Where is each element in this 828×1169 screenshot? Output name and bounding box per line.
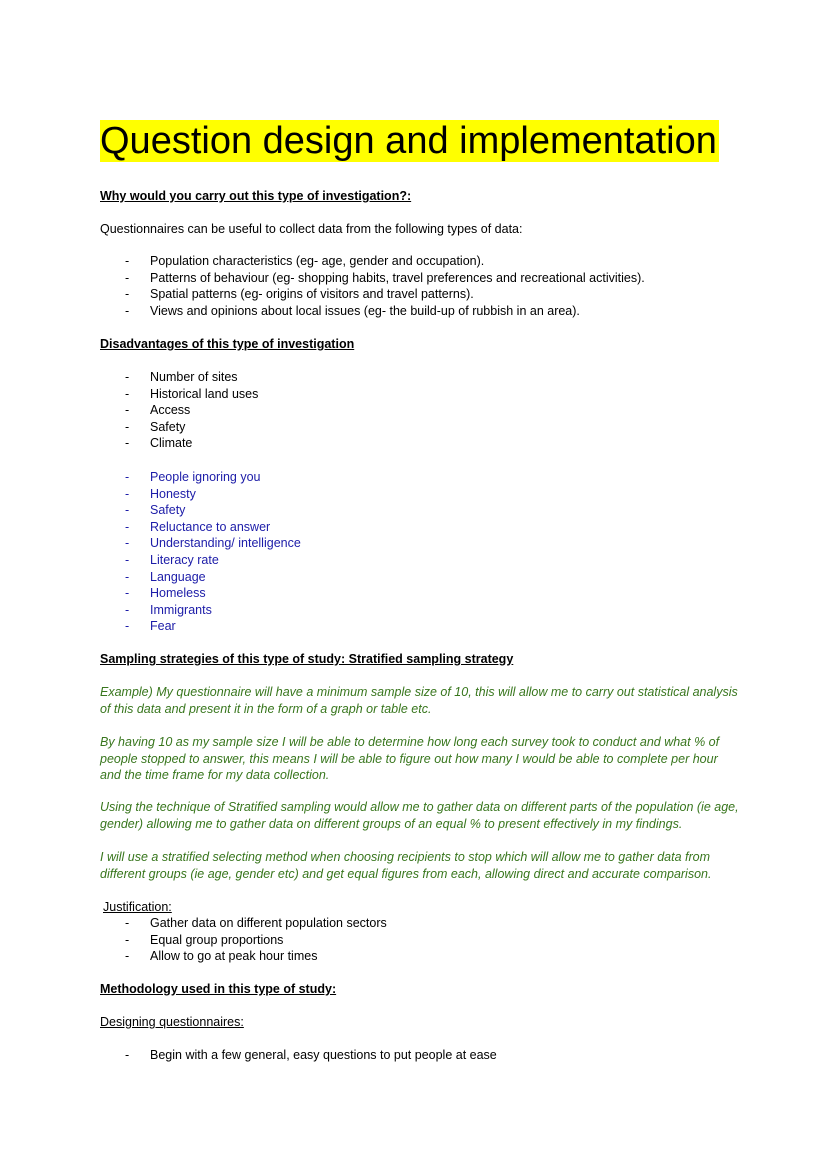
dash-bullet: -: [125, 519, 130, 534]
dash-bullet: -: [125, 287, 130, 302]
list-item: - Homeless: [125, 586, 206, 601]
sampling-paragraph: I will use a stratified selecting method when choosing recipients to stop which will allow me to gather data from different groups (ie age, gender etc) and get equal figures from each, allowing direct and accurate comparison.: [100, 850, 712, 881]
dash-bullet: -: [125, 386, 130, 401]
list-item: - Patterns of behaviour (eg- shopping habits, travel preferences and recreational activities).: [125, 270, 645, 285]
why-list: [100, 253, 645, 319]
dash-bullet: -: [125, 536, 130, 551]
list-item: - Historical land uses: [125, 386, 259, 401]
page-title: [100, 118, 719, 164]
why-intro: Questionnaires can be useful to collect data from the following types of data:: [100, 222, 523, 236]
dash-bullet: -: [125, 602, 130, 617]
list-item: - Gather data on different population sectors: [125, 916, 387, 930]
justification-list: [100, 915, 387, 965]
dash-bullet: -: [125, 419, 130, 434]
list-item: - Fear: [125, 619, 176, 634]
list-item: - Begin with a few general, easy questions to put people at ease: [125, 1048, 497, 1062]
sampling-paragraph: Using the technique of Stratified sampling would allow me to gather data on different parts of the population (ie age, gender) allowing me to gather data on different groups of an equal % to present effectively in my findings.: [100, 800, 739, 831]
list-item: - Honesty: [125, 486, 196, 501]
dash-bullet: -: [125, 436, 130, 451]
dash-bullet: -: [125, 403, 130, 418]
dash-bullet: -: [125, 569, 130, 584]
sampling-heading: Sampling strategies of this type of study: Stratified sampling strategy: [100, 652, 514, 666]
list-item: - Allow to go at peak hour times: [125, 949, 318, 964]
methodology-heading: Methodology used in this type of study:: [100, 982, 337, 996]
dash-bullet: -: [125, 552, 130, 567]
title-highlight: Question design and implementation: [100, 120, 717, 162]
dash-bullet: -: [125, 916, 130, 930]
dash-bullet: -: [125, 370, 130, 384]
list-item: - Immigrants: [125, 602, 212, 617]
list-item: - Access: [125, 403, 191, 418]
dash-bullet: -: [125, 470, 130, 484]
dash-bullet: -: [125, 586, 130, 601]
sampling-paragraph: By having 10 as my sample size I will be able to determine how long each survey took to conduct and what % of people stopped to answer, this means I will be able to figure out how many I would be able to complete per hour and the time frame for my data collection.: [100, 735, 720, 782]
dash-bullet: -: [125, 503, 130, 518]
list-item: - Climate: [125, 436, 193, 451]
dash-bullet: -: [125, 1048, 130, 1062]
disadvantages-list: [100, 369, 258, 452]
list-item: - Understanding/ intelligence: [125, 536, 301, 551]
dash-bullet: -: [125, 270, 130, 285]
dash-bullet: -: [125, 486, 130, 501]
list-item: - Safety: [125, 419, 186, 434]
justification-label: Justification:: [103, 900, 172, 914]
list-item: - Number of sites: [125, 370, 238, 384]
methodology-subheading: Designing questionnaires:: [100, 1015, 244, 1029]
list-item: - Safety: [125, 503, 186, 518]
why-heading: Why would you carry out this type of investigation?:: [100, 189, 412, 203]
sampling-paragraph: Example) My questionnaire will have a minimum sample size of 10, this will allow me to carry out statistical analysis of this data and present it in the form of a graph or table etc.: [100, 685, 738, 716]
list-item: - Equal group proportions: [125, 932, 284, 947]
list-item: - Literacy rate: [125, 552, 219, 567]
disadvantages-heading: Disadvantages of this type of investigation: [100, 337, 355, 351]
list-item: - Views and opinions about local issues (eg- the build-up of rubbish in an area).: [125, 303, 580, 318]
list-item: - People ignoring you: [125, 470, 261, 484]
list-item: - Population characteristics (eg- age, gender and occupation).: [125, 254, 485, 268]
dash-bullet: -: [125, 949, 130, 964]
dash-bullet: -: [125, 619, 130, 634]
dash-bullet: -: [125, 303, 130, 318]
list-item: - Language: [125, 569, 206, 584]
list-item: - Spatial patterns (eg- origins of visitors and travel patterns).: [125, 287, 474, 302]
dash-bullet: -: [125, 932, 130, 947]
disadvantages-blue-list: [100, 469, 301, 635]
methodology-list: [100, 1047, 497, 1064]
list-item: - Reluctance to answer: [125, 519, 271, 534]
dash-bullet: -: [125, 254, 130, 268]
